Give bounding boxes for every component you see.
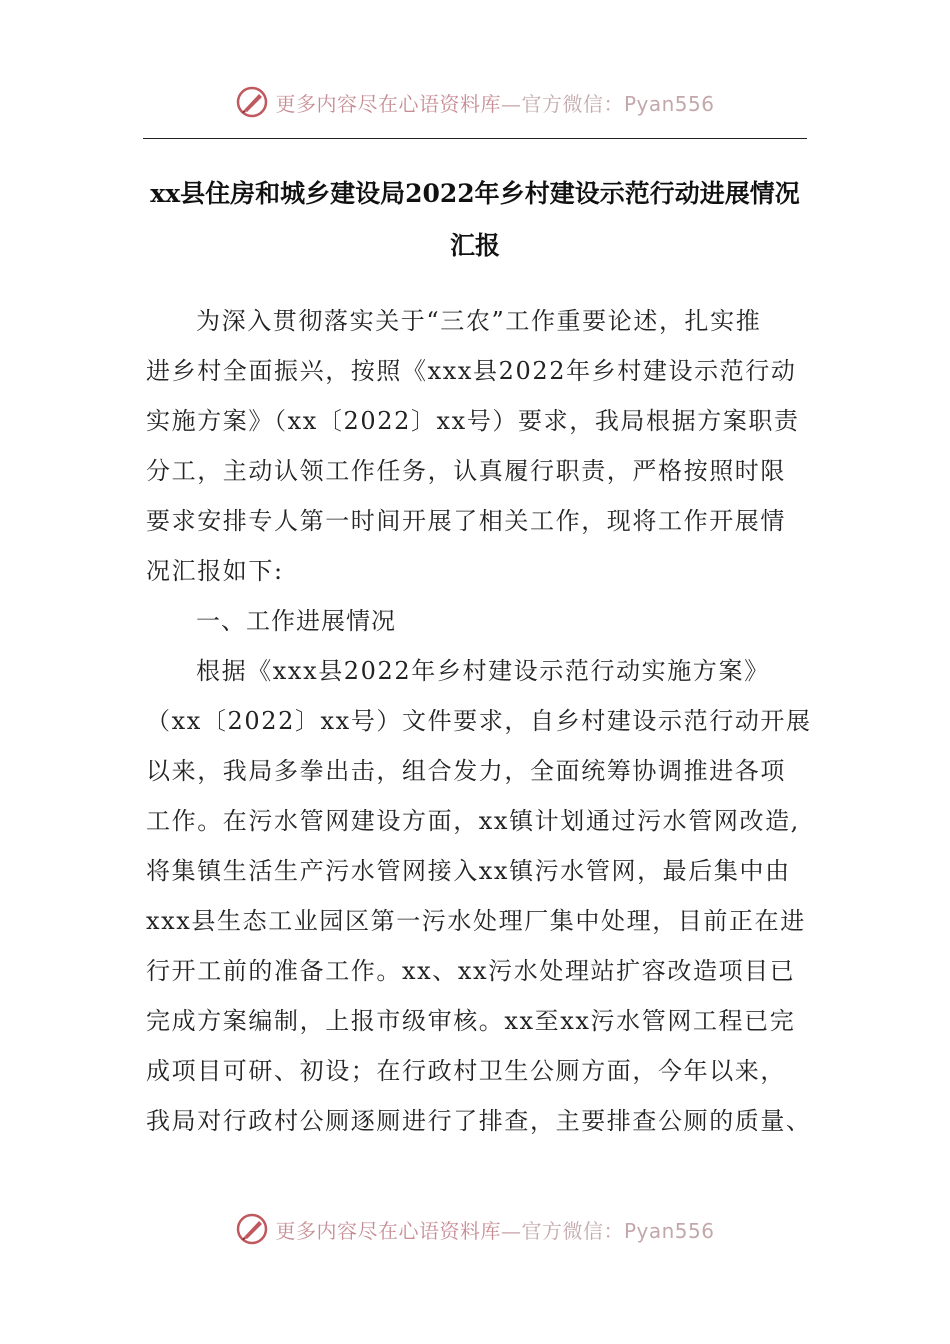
document-title (143, 168, 807, 272)
body-line: （xx〔2022〕xx号）文件要求，自乡村建设示范行动开展 (146, 707, 812, 735)
body-line: 成项目可研、初设；在行政村卫生公厕方面，今年以来， (146, 1057, 786, 1085)
body-line: 根据《xxx县2022年乡村建设示范行动实施方案》 (196, 657, 770, 685)
watermark-brand: 更多内容尽在心语资料库 (275, 91, 501, 116)
watermark-dash: — (500, 1218, 522, 1243)
watermark-contact: 官方微信：Pyan556 (521, 1218, 715, 1243)
title-line-1: xx县住房和城乡建设局2022年乡村建设示范行动进展情况 (150, 179, 800, 208)
body-line: 实施方案》（xx〔2022〕xx号）要求，我局根据方案职责 (146, 407, 800, 435)
watermark-dash: — (500, 91, 522, 116)
body-line: 为深入贯彻落实关于“三农”工作重要论述，扎实推 (196, 307, 762, 335)
header-rule (143, 138, 807, 139)
watermark-contact: 官方微信：Pyan556 (521, 91, 715, 116)
title-line-2: 汇报 (449, 231, 500, 260)
watermark-brand: 更多内容尽在心语资料库 (275, 1218, 501, 1243)
body-line: 要求安排专人第一时间开展了相关工作，现将工作开展情 (146, 507, 786, 535)
body-line: 进乡村全面振兴，按照《xxx县2022年乡村建设示范行动 (146, 357, 797, 385)
header-watermark (0, 80, 950, 124)
body-line: 以来，我局多拳出击，组合发力，全面统筹协调推进各项 (146, 757, 786, 785)
body-line: 行开工前的准备工作。xx、xx污水处理站扩容改造项目已 (146, 957, 796, 985)
body-line: 况汇报如下: (146, 557, 284, 585)
document-body (146, 296, 812, 1146)
body-line: xxx县生态工业园区第一污水处理厂集中处理，目前正在进 (146, 907, 806, 935)
body-line: 分工，主动认领工作任务，认真履行职责，严格按照时限 (146, 457, 786, 485)
pen-circle-logo-icon (235, 1212, 269, 1246)
pen-circle-logo-icon (235, 85, 269, 119)
body-line: 工作。在污水管网建设方面，xx镇计划通过污水管网改造, (146, 807, 800, 835)
section-heading: 一、工作进展情况 (196, 607, 396, 635)
body-line: 我局对行政村公厕逐厕进行了排查，主要排查公厕的质量、 (146, 1107, 812, 1135)
body-line: 将集镇生活生产污水管网接入xx镇污水管网，最后集中由 (146, 857, 791, 885)
body-line: 完成方案编制，上报市级审核。xx至xx污水管网工程已完 (146, 1007, 796, 1035)
footer-watermark (0, 1207, 950, 1251)
